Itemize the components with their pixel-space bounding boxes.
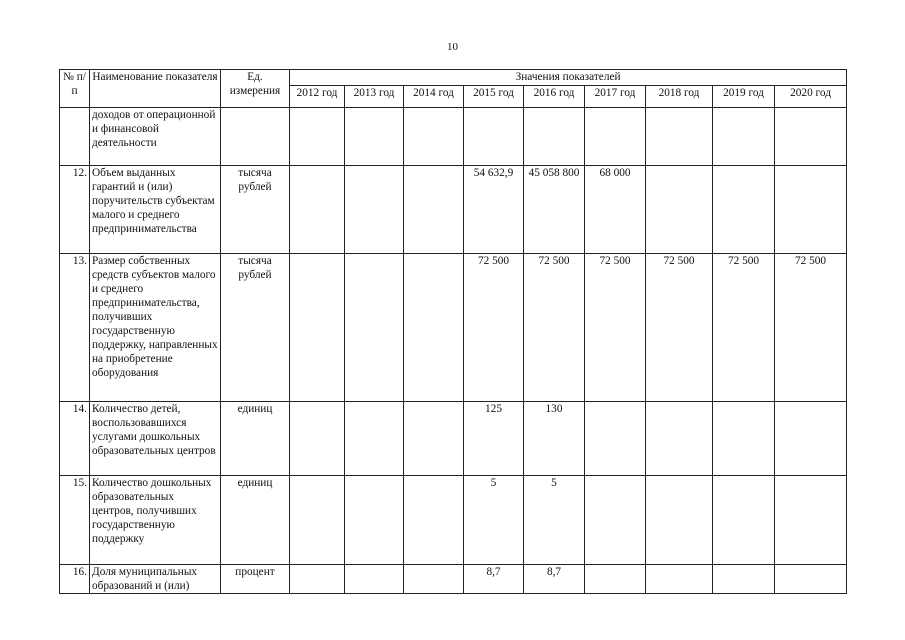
indicator-value bbox=[464, 108, 524, 166]
indicator-value bbox=[290, 402, 345, 476]
table-row bbox=[60, 108, 847, 166]
indicator-value bbox=[585, 108, 646, 166]
indicator-value bbox=[646, 476, 713, 565]
indicator-name: Количество дошкольных образовательных центров, получивших государственную поддержку bbox=[90, 476, 221, 565]
indicator-value: 8,7 bbox=[524, 565, 585, 594]
indicator-unit: единиц bbox=[221, 476, 290, 565]
indicator-value bbox=[404, 476, 464, 565]
header-year: 2015 год bbox=[464, 86, 524, 108]
header-name: Наименование показателя bbox=[90, 70, 221, 108]
indicator-value: 125 bbox=[464, 402, 524, 476]
indicator-unit: процент bbox=[221, 565, 290, 594]
indicator-value bbox=[646, 108, 713, 166]
indicator-value bbox=[404, 166, 464, 254]
header-year: 2020 год bbox=[775, 86, 847, 108]
indicator-value: 72 500 bbox=[464, 254, 524, 402]
row-number: 13. bbox=[60, 254, 90, 402]
indicator-value: 72 500 bbox=[646, 254, 713, 402]
indicator-value bbox=[404, 254, 464, 402]
indicator-value bbox=[775, 476, 847, 565]
indicator-value: 54 632,9 bbox=[464, 166, 524, 254]
indicator-value bbox=[524, 108, 585, 166]
row-number: 15. bbox=[60, 476, 90, 565]
header-year: 2018 год bbox=[646, 86, 713, 108]
indicator-value: 72 500 bbox=[585, 254, 646, 402]
indicator-name: доходов от операционной и финансовой деятельности bbox=[90, 108, 221, 166]
indicator-value: 5 bbox=[524, 476, 585, 565]
table-row bbox=[60, 565, 847, 594]
indicator-value bbox=[646, 565, 713, 594]
indicator-value bbox=[290, 108, 345, 166]
indicator-value bbox=[775, 565, 847, 594]
indicators-table bbox=[59, 69, 847, 594]
header-year: 2014 год bbox=[404, 86, 464, 108]
indicator-value: 130 bbox=[524, 402, 585, 476]
indicator-value: 45 058 800 bbox=[524, 166, 585, 254]
indicator-value bbox=[290, 565, 345, 594]
indicator-value bbox=[345, 166, 404, 254]
indicator-name: Размер собственных средств субъектов малого и среднего предпринимательства, получивших государственную поддержку, направленных на приобретение оборудования bbox=[90, 254, 221, 402]
header-year: 2019 год bbox=[713, 86, 775, 108]
indicator-value bbox=[345, 108, 404, 166]
header-num: № п/п bbox=[60, 70, 90, 108]
indicator-unit: тысяча рублей bbox=[221, 166, 290, 254]
indicator-value bbox=[775, 166, 847, 254]
header-year: 2012 год bbox=[290, 86, 345, 108]
indicator-value bbox=[345, 565, 404, 594]
row-number bbox=[60, 108, 90, 166]
indicator-value: 72 500 bbox=[713, 254, 775, 402]
indicator-value bbox=[713, 476, 775, 565]
table-body bbox=[60, 108, 847, 594]
indicator-value bbox=[585, 402, 646, 476]
row-number: 16. bbox=[60, 565, 90, 594]
header-year: 2017 год bbox=[585, 86, 646, 108]
indicator-name: Доля муниципальных образований и (или) bbox=[90, 565, 221, 594]
indicator-unit: единиц bbox=[221, 402, 290, 476]
indicator-name: Количество детей, воспользовавшихся услугами дошкольных образовательных центров bbox=[90, 402, 221, 476]
indicator-value bbox=[404, 108, 464, 166]
indicator-value bbox=[713, 402, 775, 476]
indicator-value bbox=[775, 402, 847, 476]
table-row bbox=[60, 254, 847, 402]
indicator-value bbox=[404, 565, 464, 594]
indicator-value bbox=[713, 565, 775, 594]
indicator-value bbox=[345, 476, 404, 565]
indicator-value bbox=[585, 476, 646, 565]
indicator-value bbox=[345, 402, 404, 476]
header-values-group: Значения показателей bbox=[290, 70, 847, 86]
header-unit: Ед. измерения bbox=[221, 70, 290, 108]
indicator-value bbox=[713, 166, 775, 254]
indicator-unit bbox=[221, 108, 290, 166]
header-year: 2013 год bbox=[345, 86, 404, 108]
page-number: 10 bbox=[447, 41, 458, 53]
row-number: 14. bbox=[60, 402, 90, 476]
indicator-value: 5 bbox=[464, 476, 524, 565]
indicator-unit: тысяча рублей bbox=[221, 254, 290, 402]
indicator-value: 72 500 bbox=[524, 254, 585, 402]
row-number: 12. bbox=[60, 166, 90, 254]
indicator-value bbox=[775, 108, 847, 166]
indicator-value bbox=[345, 254, 404, 402]
table-row bbox=[60, 476, 847, 565]
table-row bbox=[60, 402, 847, 476]
indicator-value bbox=[404, 402, 464, 476]
indicator-value bbox=[646, 402, 713, 476]
header-year: 2016 год bbox=[524, 86, 585, 108]
indicator-value bbox=[290, 476, 345, 565]
table-row bbox=[60, 166, 847, 254]
indicator-value: 68 000 bbox=[585, 166, 646, 254]
indicator-value bbox=[646, 166, 713, 254]
indicator-value bbox=[585, 565, 646, 594]
header-row-1 bbox=[60, 70, 847, 86]
indicator-value bbox=[290, 166, 345, 254]
indicator-value bbox=[713, 108, 775, 166]
indicator-value: 72 500 bbox=[775, 254, 847, 402]
indicator-value bbox=[290, 254, 345, 402]
indicator-value: 8,7 bbox=[464, 565, 524, 594]
indicator-name: Объем выданных гарантий и (или) поручительств субъектам малого и среднего предпринимательства bbox=[90, 166, 221, 254]
